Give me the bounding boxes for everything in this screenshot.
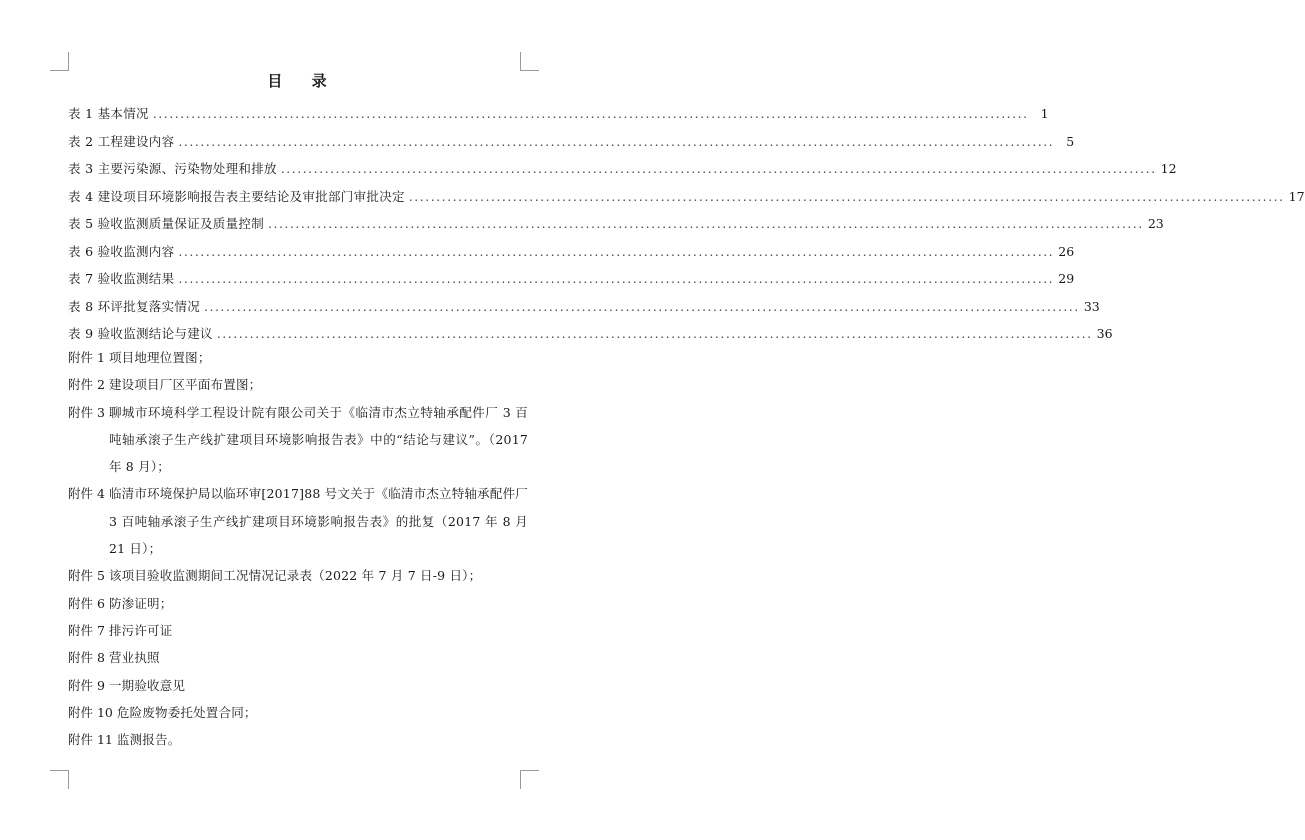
toc-entry-page-number: 29: [1058, 271, 1075, 286]
toc-entry-page-number: 12: [1160, 161, 1177, 176]
attachment-number: 附件 7: [68, 622, 105, 638]
attachment-number: 附件 4: [68, 486, 105, 502]
toc-entry-label: 表 9 验收监测结论与建议: [68, 326, 213, 341]
attachment-item: [68, 644, 528, 671]
dot-leader: ................................................................................................................................................................: [268, 216, 1144, 231]
attachment-number: 附件 9: [68, 677, 105, 693]
attachment-description: 一期验收意见: [108, 677, 186, 693]
attachment-list: [68, 344, 528, 753]
toc-entry-label: 表 3 主要污染源、污染物处理和排放: [68, 161, 277, 176]
dot-leader: ................................................................................................................................................................: [178, 133, 1055, 149]
dot-leader: ................................................................................................................................................................: [408, 188, 1285, 204]
toc-entry-label: 表 2 工程建设内容: [68, 133, 175, 149]
toc-entry-page-number: 5: [1066, 133, 1075, 149]
toc-entry[interactable]: [68, 265, 1075, 293]
attachment-description: 该项目验收监测期间工况情况记录表（2022 年 7 月 7 日-9 日）；: [108, 568, 482, 584]
attachment-number: 附件 10: [68, 704, 113, 720]
attachment-item: [68, 399, 528, 481]
dot-leader: ................................................................................................................................................................: [152, 106, 1029, 121]
attachment-number: 附件 8: [68, 650, 105, 666]
crop-mark-bottom-right: [520, 770, 539, 789]
attachment-item: [68, 480, 528, 562]
toc-entry-label: 表 5 验收监测质量保证及质量控制: [68, 216, 265, 231]
toc-entry-label: 表 4 建设项目环境影响报告表主要结论及审批部门审批决定: [68, 188, 405, 204]
dot-leader: ................................................................................................................................................................: [216, 326, 1093, 341]
dot-leader: ................................................................................................................................................................: [178, 243, 1055, 259]
attachment-number: 附件 2: [68, 377, 105, 393]
dot-leader: ................................................................................................................................................................: [178, 271, 1055, 286]
attachment-item: [68, 672, 528, 699]
toc-entry[interactable]: [68, 210, 1164, 238]
attachment-item: [68, 699, 528, 726]
toc-entry-label: 表 8 环评批复落实情况: [68, 298, 200, 314]
dot-leader: ................................................................................................................................................................: [280, 161, 1157, 176]
toc-entry-page-number: 17: [1288, 188, 1305, 204]
toc-entry[interactable]: [68, 238, 1075, 266]
attachment-description: 临清市环境保护局以临环审[2017]88 号文关于《临清市杰立特轴承配件厂 3 百吨轴承滚子生产线扩建项目环境影响报告表》的批复（2017 年 8 月 21 日）；: [108, 486, 528, 557]
attachment-item: [68, 562, 528, 589]
attachment-item: [68, 371, 528, 398]
dot-leader: ................................................................................................................................................................: [204, 298, 1080, 314]
attachment-item: [68, 726, 528, 753]
attachment-description: 危险废物委托处置合同；: [116, 704, 257, 720]
toc-entry[interactable]: [68, 155, 1177, 183]
toc-entry-page-number: 26: [1058, 243, 1075, 259]
toc-entry[interactable]: [68, 293, 1100, 321]
toc-entry[interactable]: [68, 183, 1305, 211]
crop-mark-bottom-left: [50, 770, 69, 789]
attachment-description: 防渗证明；: [108, 595, 173, 611]
toc-entry-page-number: 36: [1096, 326, 1113, 341]
attachment-number: 附件 11: [68, 732, 113, 748]
toc-entry-label: 表 7 验收监测结果: [68, 271, 175, 286]
toc-entry-label: 表 1 基本情况: [68, 106, 149, 121]
attachment-number: 附件 6: [68, 595, 105, 611]
attachment-item: [68, 590, 528, 617]
toc-entry-page-number: 23: [1147, 216, 1164, 231]
toc-entry-page-number: 1: [1040, 106, 1049, 121]
attachment-description: 营业执照: [108, 650, 160, 666]
toc-entry[interactable]: [68, 128, 1075, 156]
toc-entry-page-number: 33: [1083, 298, 1100, 314]
attachment-description: 排污许可证: [108, 622, 173, 638]
attachment-number: 附件 5: [68, 568, 105, 584]
attachment-number: 附件 3: [68, 404, 105, 420]
attachment-description: 聊城市环境科学工程设计院有限公司关于《临清市杰立特轴承配件厂 3 百吨轴承滚子生产线扩建项目环境影响报告表》中的“结论与建议”。（2017 年 8 月）；: [108, 404, 528, 475]
attachment-description: 项目地理位置图；: [108, 350, 211, 365]
attachment-item: [68, 344, 528, 371]
attachment-description: 建设项目厂区平面布置图；: [108, 377, 262, 393]
page-title: 目 录: [267, 72, 339, 90]
toc-entry-label: 表 6 验收监测内容: [68, 243, 175, 259]
table-of-contents: [68, 100, 1305, 348]
toc-entry[interactable]: [68, 100, 1049, 128]
attachment-number: 附件 1: [68, 350, 105, 365]
attachment-item: [68, 617, 528, 644]
crop-mark-top-left: [50, 52, 69, 71]
crop-mark-top-right: [520, 52, 539, 71]
attachment-description: 监测报告。: [116, 732, 181, 748]
